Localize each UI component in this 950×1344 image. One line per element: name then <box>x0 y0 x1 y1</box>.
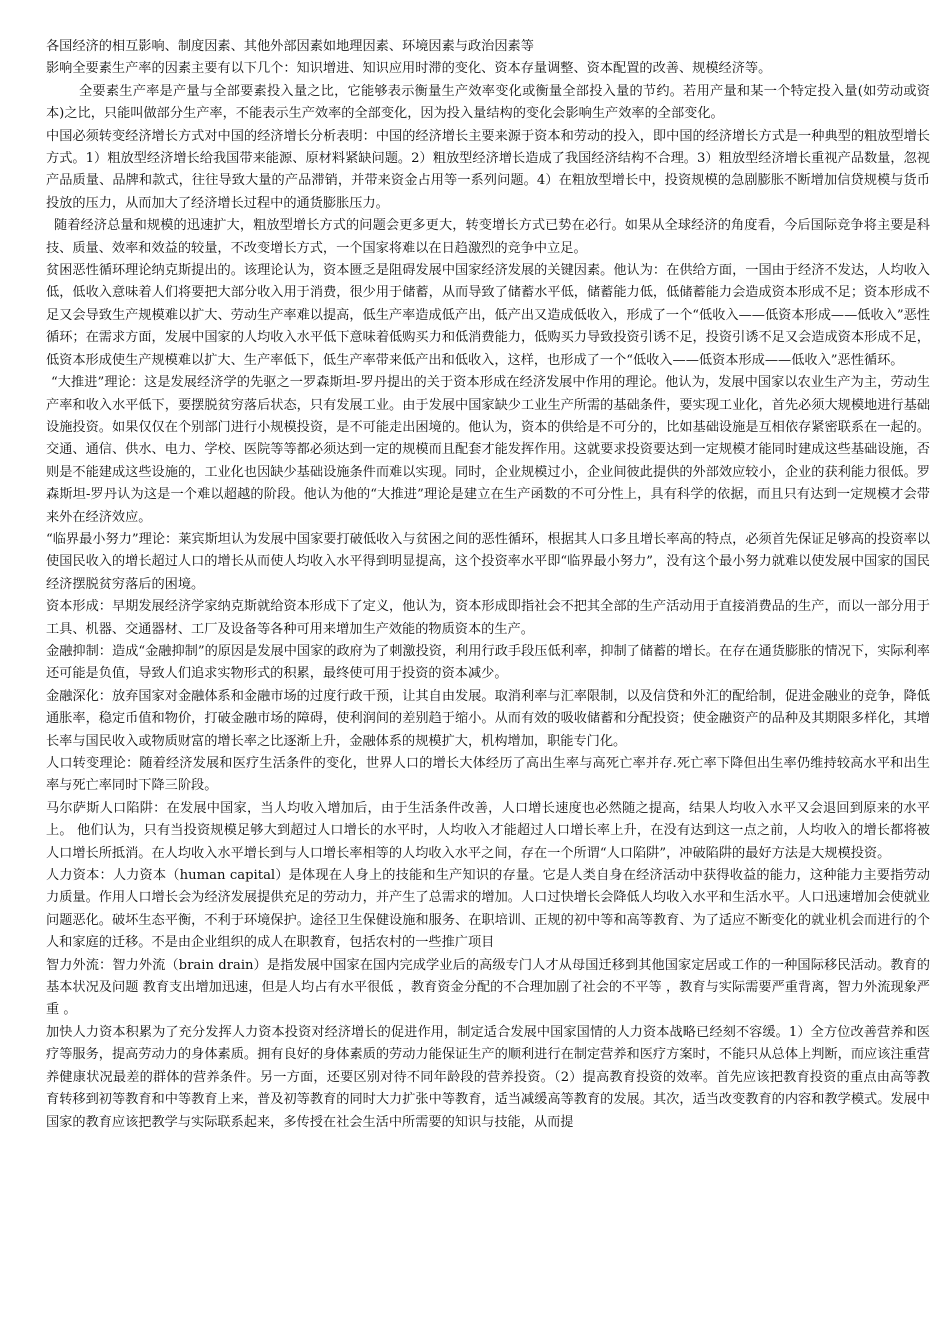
paragraph-poverty-cycle: 贫困恶性循环理论纳克斯提出的。该理论认为，资本匮乏是阻碍发展中国家经济发展的关键因素。他认为：在供给方面，一国由于经济不发达，人均收入低，低收入意味着人们将要把大部分收入用于消费，很少用于储蓄，从而导致了储蓄水平低，储蓄能力低，低储蓄能力会造成资本形成不足；资本形成不足又会导致生产规模难以扩大、劳动生产率难以提高，低生产率造成低产出，低产出又造成低收入，形成了一个“低收入——低资本形成——低收入”恶性循环；在需求方面，发展中国家的人均收入水平低下意味着低购买力和低消费能力，低购买力导致投资引诱不足，投资引诱不足又会造成资本形成不足，低资本形成使生产规模难以扩大、生产率低下，低生产率带来低产出和低收入，这样，也形成了一个“低收入——低资本形成——低收入”恶性循环。 <box>46 263 930 368</box>
paragraph-big-push: “大推进”理论：这是发展经济学的先驱之一罗森斯坦-罗丹提出的关于资本形成在经济发展中作用的理论。他认为，发展中国家以农业生产为主，劳动生产率和收入水平低下，要摆脱贫穷落后状态，只有发展工业。由于发展中国家缺少工业生产所需的基础条件，要实现工业化，首先必须大规模地进行基础设施投资。如果仅仅在个别部门进行小规模投资，是不可能走出困境的。他认为，资本的供给是不可分的，比如基础设施是互相依存紧密联系在一起的。交通、通信、供水、电力、学校、医院等等都必须达到一定的规模而且配套才能发挥作用。这就要求投资要达到一定规模才能同时建成这些基础设施，否则是不能建成这些设施的，工业化也因缺少基础设施条件而难以实现。同时，企业规模过小，企业间彼此提供的外部效应较小，企业的获利能力很低。罗森斯坦-罗丹认为这是一个难以超越的阶段。他认为他的“大推进”理论是建立在生产函数的不可分性上，具有科学的依据，而且只有达到一定规模才会带来外在经济效应。 <box>46 375 930 525</box>
paragraph-capital-formation: 资本形成：早期发展经济学家纳克斯就给资本形成下了定义，他认为，资本形成即指社会不把其全部的生产活动用于直接消费品的生产，而以一部分用于工具、机器、交通器材、工厂及设备等各种可用来增加生产效能的物质资本的生产。 <box>46 599 930 637</box>
paragraph-human-capital: 人力资本：人力资本（human capital）是体现在人身上的技能和生产知识的存量。它是人类自身在经济活动中获得收益的能力，这种能力主要指劳动力质量。作用人口增长会为经济发展提供充足的劳动力，并产生了总需求的增加。人口过快增长会降低人均收入水平和生活水平。人口迅速增加会使就业问题恶化。破坏生态平衡，不利于环境保护。途径卫生保健设施和服务、在职培训、正规的初中等和高等教育、为了适应不断变化的就业机会而进行的个人和家庭的迁移。不是由企业组织的成人在职教育，包括农村的一些推广项目 <box>46 868 930 951</box>
paragraph-tfp-factors: 影响全要素生产率的因素主要有以下几个：知识增进、知识应用时滞的变化、资本存量调整、资本配置的改善、规模经济等。 <box>46 61 772 77</box>
paragraph-factors: 各国经济的相互影响、制度因素、其他外部因素如地理因素、环境因素与政治因素等 <box>46 39 534 54</box>
paragraph-tfp-definition: 全要素生产率是产量与全部要素投入量之比，它能够表示衡量生产效率变化或衡量全部投入量的节约。若用产量和某一个特定投入量(如劳动或资本)之比，只能叫做部分生产率，不能表示生产效率的全部变化，因为投入量结构的变化会影响生产效率的全部变化。 <box>46 83 930 122</box>
paragraph-brain-drain: 智力外流：智力外流（brain drain）是指发展中国家在国内完成学业后的高级专门人才从母国迁移到其他国家定居或工作的一种国际移民活动。教育的基本状况及问题 教育支出增加迅速，但是人均占有水平很低 ，教育资金分配的不合理加剧了社会的不平等 ，教育与实际需要严重背离，智力外流现象严重 。 <box>46 957 930 1018</box>
paragraph-human-capital-accumulation: 加快人力资本积累为了充分发挥人力资本投资对经济增长的促进作用，制定适合发展中国家国情的人力资本战略已经刻不容缓。1）全方位改善营养和医疗等服务，提高劳动力的身体素质。拥有良好的身体素质的劳动力能保证生产的顺利进行在制定营养和医疗方案时，不能只从总体上判断，而应该注重营养健康状况最差的群体的营养条件。另一方面，还要区别对待不同年龄段的营养投资。（2）提高教育投资的效率。首先应该把教育投资的重点由高等教育转移到初等教育和中等教育上来，普及初等教育的同时大力扩张中等教育，适当减缓高等教育的发展。其次，适当改变教育的内容和教学模式。发展中国家的教育应该把教学与实际联系起来，多传授在社会生活中所需要的知识与技能，从而提 <box>46 1024 930 1130</box>
paragraph-financial-repression: 金融抑制：造成“金融抑制”的原因是发展中国家的政府为了刺激投资，利用行政手段压低利率，抑制了储蓄的增长。在存在通货膨胀的情况下，实际利率还可能是负值，导致人们追求实物形式的积累，最终使可用于投资的资本减少。 <box>46 643 930 682</box>
paragraph-critical-minimum-effort: “临界最小努力”理论：莱宾斯坦认为发展中国家要打破低收入与贫困之间的恶性循环，根据其人口多且增长率高的特点，必须首先保证足够高的投资率以使国民收入的增长超过人口的增长从而使人均收入水平得到明显提高，这个投资率水平即“临界最小努力”，没有这个最小努力就难以使发展中国家的国民经济摆脱贫穷落后的困境。 <box>46 531 930 592</box>
paragraph-malthusian-trap: 马尔萨斯人口陷阱：在发展中国家，当人均收入增加后，由于生活条件改善，人口增长速度也必然随之提高，结果人均收入水平又会退回到原来的水平上。 他们认为，只有当投资规模足够大到超过人口增长的水平时，人均收入才能超过人口增长率上升，在没有达到这一点之前，人均收入的增长都将被人口增长所抵消。在人均收入水平增长到与人口增长率相等的人均收入水平之间，存在一个所谓“人口陷阱”，冲破陷阱的最好方法是大规模投资。 <box>46 800 930 861</box>
paragraph-financial-deepening: 金融深化：放弃国家对金融体系和金融市场的过度行政干预，让其自由发展。取消利率与汇率限制，以及信贷和外汇的配给制，促进金融业的竞争，降低通胀率，稳定币值和物价，打破金融市场的障碍，使利润间的差别趋于缩小。从而有效的吸收储蓄和分配投资；使金融资产的品种及其期限多样化，其增长率与国民收入或物质财富的增长率之比逐渐上升，金融体系的规模扩大，机构增加，职能专门化。 <box>46 688 930 749</box>
paragraph-demographic-transition: 人口转变理论：随着经济发展和医疗生活条件的变化，世界人口的增长大体经历了高出生率与高死亡率并存.死亡率下降但出生率仍维持较高水平和出生率与死亡率同时下降三阶段。 <box>46 756 930 794</box>
paragraph-growth-mode: 中国必须转变经济增长方式对中国的经济增长分析表明：中国的经济增长主要来源于资本和劳动的投入，即中国的经济增长方式是一种典型的粗放型增长方式。1）粗放型经济增长给我国带来能源、原材料紧缺问题。2）粗放型经济增长造成了我国经济结构不合理。3）粗放型经济增长重视产品数量，忽视产品质量、品牌和款式，往往导致大量的产品滞销，并带来资金占用等一系列问题。4）在粗放型增长中，投资规模的急剧膨胀不断增加信贷规模与货币投放的压力，从而加大了经济增长过程中的通货膨胀压力。 <box>46 128 930 211</box>
paragraph-growth-transition: 随着经济总量和规模的迅速扩大，粗放型增长方式的问题会更多更大，转变增长方式已势在必行。如果从全球经济的角度看，今后国际竞争将主要是科技、质量、效率和效益的较量，不改变增长方式，一个国家将难以在日趋激烈的竞争中立足。 <box>46 218 930 256</box>
